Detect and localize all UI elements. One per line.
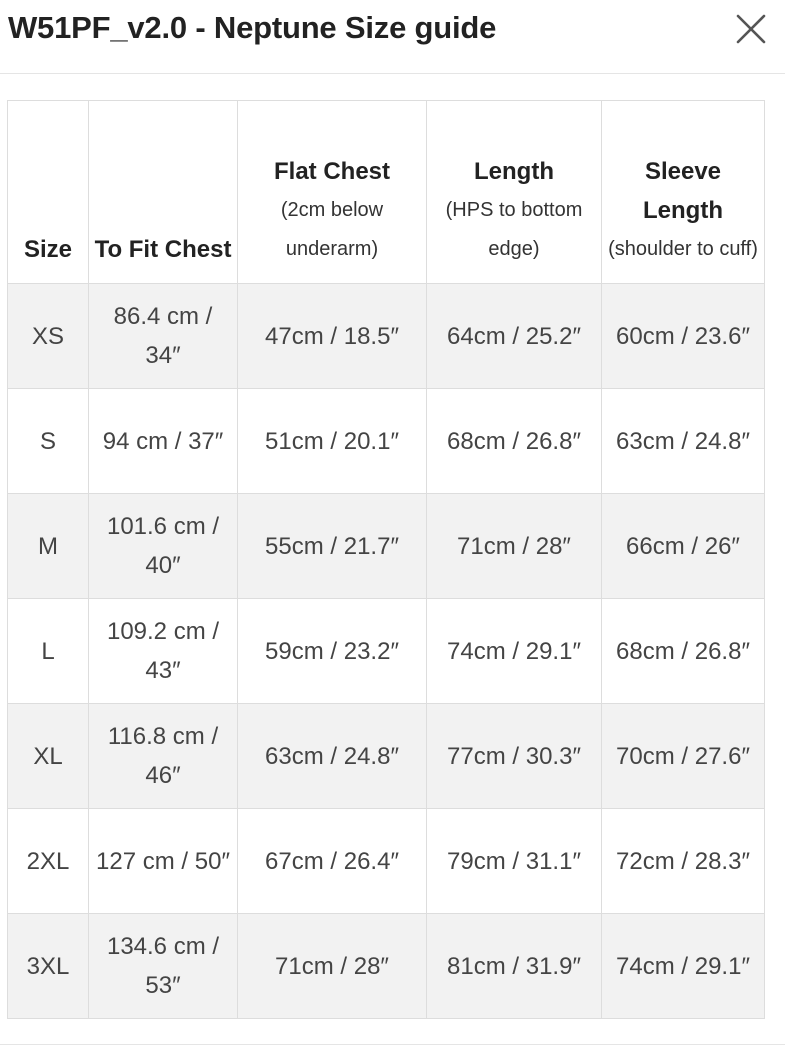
cell-to-fit-chest: 86.4 cm / 34″ bbox=[89, 284, 238, 389]
cell-flat-chest: 63cm / 24.8″ bbox=[238, 704, 427, 809]
cell-flat-chest: 47cm / 18.5″ bbox=[238, 284, 427, 389]
header-sublabel: (2cm below underarm) bbox=[280, 199, 384, 260]
close-icon bbox=[733, 11, 769, 47]
table-row bbox=[8, 704, 765, 809]
header-sublabel: (HPS to bottom edge) bbox=[445, 199, 583, 260]
cell-sleeve-length: 66cm / 26″ bbox=[602, 494, 765, 599]
header-label: Sleeve Length bbox=[643, 158, 723, 224]
header-size bbox=[8, 101, 89, 284]
header-label: Flat Chest bbox=[273, 158, 390, 185]
cell-sleeve-length: 68cm / 26.8″ bbox=[602, 599, 765, 704]
cell-to-fit-chest: 134.6 cm / 53″ bbox=[89, 914, 238, 1019]
cell-length: 79cm / 31.1″ bbox=[427, 809, 602, 914]
cell-to-fit-chest: 116.8 cm / 46″ bbox=[89, 704, 238, 809]
close-button[interactable] bbox=[733, 11, 769, 47]
table-row bbox=[8, 914, 765, 1019]
header-sleeve-length bbox=[602, 101, 765, 284]
cell-to-fit-chest: 94 cm / 37″ bbox=[89, 389, 238, 494]
table-row bbox=[8, 284, 765, 389]
table-row bbox=[8, 809, 765, 914]
modal-header bbox=[0, 0, 785, 74]
header-label: To Fit Chest bbox=[94, 236, 232, 263]
cell-sleeve-length: 70cm / 27.6″ bbox=[602, 704, 765, 809]
header-label: Size bbox=[23, 236, 73, 263]
modal-title: W51PF_v2.0 - Neptune Size guide bbox=[8, 10, 497, 45]
header-flat-chest bbox=[238, 101, 427, 284]
cell-size: S bbox=[8, 389, 89, 494]
header-sublabel: (shoulder to cuff) bbox=[608, 238, 758, 260]
cell-length: 81cm / 31.9″ bbox=[427, 914, 602, 1019]
cell-size: M bbox=[8, 494, 89, 599]
cell-size: XS bbox=[8, 284, 89, 389]
cell-size: 3XL bbox=[8, 914, 89, 1019]
cell-flat-chest: 71cm / 28″ bbox=[238, 914, 427, 1019]
cell-sleeve-length: 63cm / 24.8″ bbox=[602, 389, 765, 494]
table-row bbox=[8, 389, 765, 494]
header-length bbox=[427, 101, 602, 284]
cell-sleeve-length: 74cm / 29.1″ bbox=[602, 914, 765, 1019]
table-row bbox=[8, 599, 765, 704]
cell-length: 68cm / 26.8″ bbox=[427, 389, 602, 494]
header-to-fit-chest bbox=[89, 101, 238, 284]
table-header-row bbox=[8, 101, 765, 284]
cell-to-fit-chest: 101.6 cm / 40″ bbox=[89, 494, 238, 599]
modal-footer-divider bbox=[0, 1044, 785, 1045]
cell-length: 64cm / 25.2″ bbox=[427, 284, 602, 389]
cell-length: 74cm / 29.1″ bbox=[427, 599, 602, 704]
cell-size: XL bbox=[8, 704, 89, 809]
cell-sleeve-length: 60cm / 23.6″ bbox=[602, 284, 765, 389]
cell-size: L bbox=[8, 599, 89, 704]
cell-flat-chest: 55cm / 21.7″ bbox=[238, 494, 427, 599]
cell-length: 71cm / 28″ bbox=[427, 494, 602, 599]
size-table bbox=[7, 100, 765, 1019]
table-row bbox=[8, 494, 765, 599]
cell-size: 2XL bbox=[8, 809, 89, 914]
cell-flat-chest: 67cm / 26.4″ bbox=[238, 809, 427, 914]
cell-flat-chest: 59cm / 23.2″ bbox=[238, 599, 427, 704]
cell-sleeve-length: 72cm / 28.3″ bbox=[602, 809, 765, 914]
cell-length: 77cm / 30.3″ bbox=[427, 704, 602, 809]
cell-to-fit-chest: 127 cm / 50″ bbox=[89, 809, 238, 914]
cell-flat-chest: 51cm / 20.1″ bbox=[238, 389, 427, 494]
cell-to-fit-chest: 109.2 cm / 43″ bbox=[89, 599, 238, 704]
header-label: Length bbox=[474, 158, 554, 185]
